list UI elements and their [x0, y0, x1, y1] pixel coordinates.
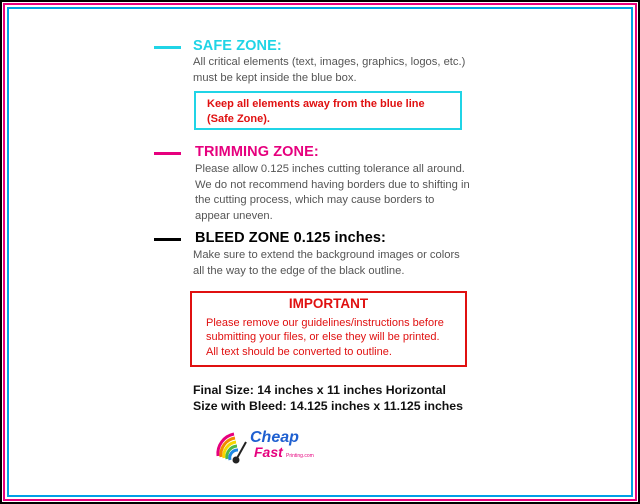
- logo-word-fast: Fast: [254, 444, 283, 460]
- cheapfastprinting-logo: [210, 420, 330, 470]
- safe-zone-callout-line: (Safe Zone).: [207, 113, 270, 125]
- important-title: IMPORTANT: [288, 296, 369, 311]
- safe-zone-heading: SAFE ZONE:: [193, 38, 282, 54]
- bleed-zone-heading: BLEED ZONE 0.125 inches:: [195, 230, 386, 246]
- safe-zone-callout-line: Keep all elements away from the blue line: [207, 98, 425, 110]
- trimming-zone-heading: TRIMMING ZONE:: [195, 144, 319, 160]
- important-line: submitting your files, or else they will be printed.: [206, 331, 440, 343]
- logo-word-printing: Printing.com: [286, 453, 314, 459]
- safe-zone-callout-box: [194, 91, 462, 130]
- size-info: [193, 382, 463, 414]
- final-size-text: Final Size: 14 inches x 11 inches Horizontal: [193, 383, 446, 397]
- trimming-zone-line: the cutting process, which may cause borders to: [195, 194, 435, 206]
- bleed-size-text: Size with Bleed: 14.125 inches x 11.125 inches: [193, 399, 463, 413]
- safe-zone-line: must be kept inside the blue box.: [193, 71, 357, 84]
- safe-zone-legend-line: [154, 46, 181, 49]
- trimming-zone-description: [195, 162, 470, 224]
- important-line: Please remove our guidelines/instructions before: [206, 316, 444, 329]
- bleed-zone-legend-line: [154, 238, 181, 241]
- bleed-zone-description: [193, 248, 460, 279]
- safe-zone-description: [193, 55, 465, 86]
- important-lines: [192, 316, 465, 360]
- logo-graphic: [210, 420, 330, 470]
- bleed-zone-line: all the way to the edge of the black outline.: [193, 264, 405, 277]
- safe-zone-line: All critical elements (text, images, graphics, logos, etc.): [193, 56, 466, 68]
- important-line: All text should be converted to outline.: [206, 345, 392, 358]
- important-notice-box: [190, 291, 467, 367]
- trimming-zone-line: appear uneven.: [195, 209, 273, 222]
- trimming-zone-line: We do not recommend having borders due to shifting in: [195, 178, 470, 191]
- logo-word-cheap: Cheap: [250, 429, 299, 446]
- bleed-zone-line: Make sure to extend the background images or colors: [193, 249, 460, 261]
- trimming-zone-line: Please allow 0.125 inches cutting tolerance all around.: [195, 163, 465, 175]
- trimming-zone-legend-line: [154, 152, 181, 155]
